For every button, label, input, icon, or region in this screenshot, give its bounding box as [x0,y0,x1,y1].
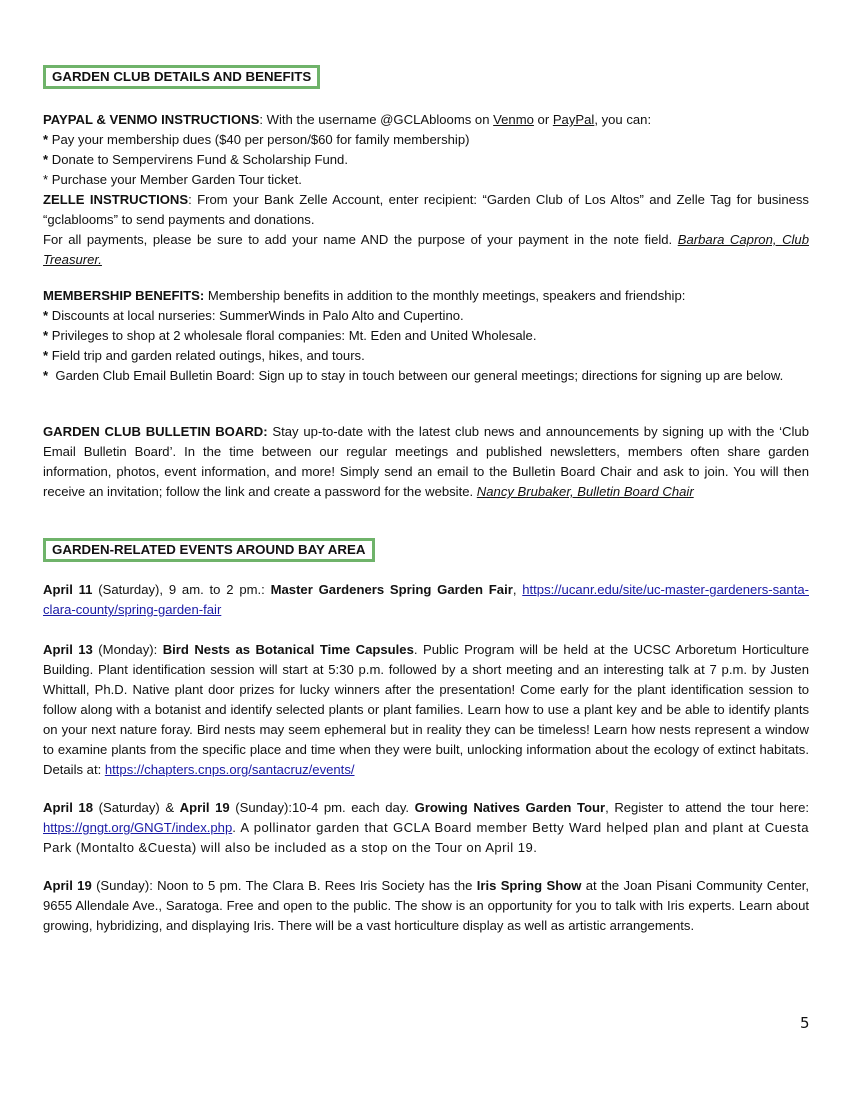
list-item [43,130,809,150]
text: (Saturday), 9 am. to 2 pm.: [92,582,271,597]
event-april-11 [43,580,809,620]
paypal-label: PAYPAL & VENMO INSTRUCTIONS [43,112,260,127]
event-link[interactable]: https://ucanr.edu/site/uc-master-gardeners-santa-clara-county/spring-garden-fair [43,582,809,617]
text: . A pollinator garden that GCLA Board member Betty Ward helped plan and plant at Cuesta Park (Montalto &Cuesta) will also be included as a stop on the Tour on April 19. [43,820,809,855]
bulletin-text: Stay up-to-date with the latest club news and announcements by signing up with the ‘Club Email Bulletin Board’. In the time between our regular meetings and published newsletters, members often share garden information, photos, event information, and more! Simply send an email to the Bulletin Board Chair and ask to join. You will then receive an invitation; follow the link and create a password for the website. [43,424,809,499]
bullet: * [43,172,49,187]
membership-intro: Membership benefits in addition to the monthly meetings, speakers and friendship: [204,288,686,303]
bulletin-chair-signature: Nancy Brubaker, Bulletin Board Chair [476,484,694,499]
text: (Saturday) & [93,800,180,815]
section-heading-events: GARDEN-RELATED EVENTS AROUND BAY AREA [43,538,375,562]
event-date: April 13 [43,642,93,657]
event-link[interactable]: https://chapters.cnps.org/santacruz/events/ [104,762,355,777]
item-text: Field trip and garden related outings, hikes, and tours. [51,348,365,363]
item-text: Discounts at local nurseries: SummerWinds in Palo Alto and Cupertino. [51,308,464,323]
zelle-instructions [43,190,809,230]
zelle-label: ZELLE INSTRUCTIONS [43,192,189,207]
item-text: Donate to Sempervirens Fund & Scholarship Fund. [51,152,348,167]
list-item [43,170,809,190]
item-text: Privileges to shop at 2 wholesale floral companies: Mt. Eden and United Wholesale. [51,328,537,343]
paypal-link[interactable]: PayPal [552,112,595,127]
event-date: April 19 [43,878,92,893]
text: . Public Program will be held at the UCSC Arboretum Horticulture Building. Plant identification session will start at 5:30 p.m. followed by a short meeting and an interesting talk at 7 p.m. by Justen Whittall, Ph.D. Native plant door prizes for lucky winners after the presentation! Come early for the plant identification session to follow along with a botanist and identify selected plants or plant families. Learn how to use a plant key and be able to identify plants on your next nature foray. Bird nests may seem ephemeral but in reality they can be timeless! Learn how nests represent a window to examine plants from the specific place and time when they were built, unlocking information about the ecology of extinct habitats. Details at: [43,642,809,777]
membership-benefits [43,286,809,386]
bulletin-board [43,422,809,502]
item-text: Pay your membership dues ($40 per person/$60 for family membership) [51,132,470,147]
text: (Sunday):10-4 pm. each day. [229,800,415,815]
list-item [43,366,809,386]
bullet: * [43,348,49,363]
paypal-instructions [43,110,809,270]
treasurer-signature: Barbara Capron, Club Treasurer. [43,232,810,267]
event-date: April 18 [43,800,93,815]
item-text: Purchase your Member Garden Tour ticket. [51,172,302,187]
membership-label: MEMBERSHIP BENEFITS: [43,288,205,303]
paypal-intro: : With the username @GCLAblooms on [259,112,494,127]
event-date: April 19 [179,800,230,815]
note-text: For all payments, please be sure to add your name AND the purpose of your payment in the note field. [43,232,678,247]
event-april-18 [43,798,809,858]
item-text: Garden Club Email Bulletin Board: Sign up to stay in touch between our general meetings; directions for signing up are below. [55,368,784,383]
text: , [512,582,523,597]
event-april-13 [43,640,809,780]
bullet: * [43,368,49,383]
text: , you can: [594,112,652,127]
bulletin-label: GARDEN CLUB BULLETIN BOARD: [43,424,268,439]
bullet: * [43,152,49,167]
event-title: Iris Spring Show [476,878,582,893]
text: at the Joan Pisani Community Center, 9655 Allendale Ave., Saratoga. Free and open to the public. The show is an opportunity for you to talk with Iris experts. Learn about growing, hybridizing, and displaying Iris. There will be a vast horticulture display as well as artistic arrangements. [43,878,810,933]
text: , Register to attend the tour here: [605,800,810,815]
event-april-19 [43,876,809,936]
list-item [43,326,809,346]
event-title: Bird Nests as Botanical Time Capsules [162,642,414,657]
bullet: * [43,308,49,323]
venmo-link[interactable]: Venmo [493,112,534,127]
text: or [533,112,553,127]
list-item [43,150,809,170]
text: (Sunday): Noon to 5 pm. The Clara B. Rees Iris Society has the [91,878,477,893]
list-item [43,346,809,366]
event-link[interactable]: https://gngt.org/GNGT/index.php [43,820,233,835]
list-item [43,306,809,326]
payment-note [43,230,809,270]
event-date: April 11 [43,582,93,597]
section-heading-club-details: GARDEN CLUB DETAILS AND BENEFITS [43,65,320,89]
event-title: Master Gardeners Spring Garden Fair [270,582,513,597]
bullet: * [43,328,49,343]
bullet: * [43,132,49,147]
zelle-text: : From your Bank Zelle Account, enter recipient: “Garden Club of Los Altos” and Zelle Tag for business “gclablooms” to send payments and donations. [43,192,809,227]
page-number: 5 [800,1014,810,1032]
event-title: Growing Natives Garden Tour [414,800,606,815]
text: (Monday): [92,642,163,657]
